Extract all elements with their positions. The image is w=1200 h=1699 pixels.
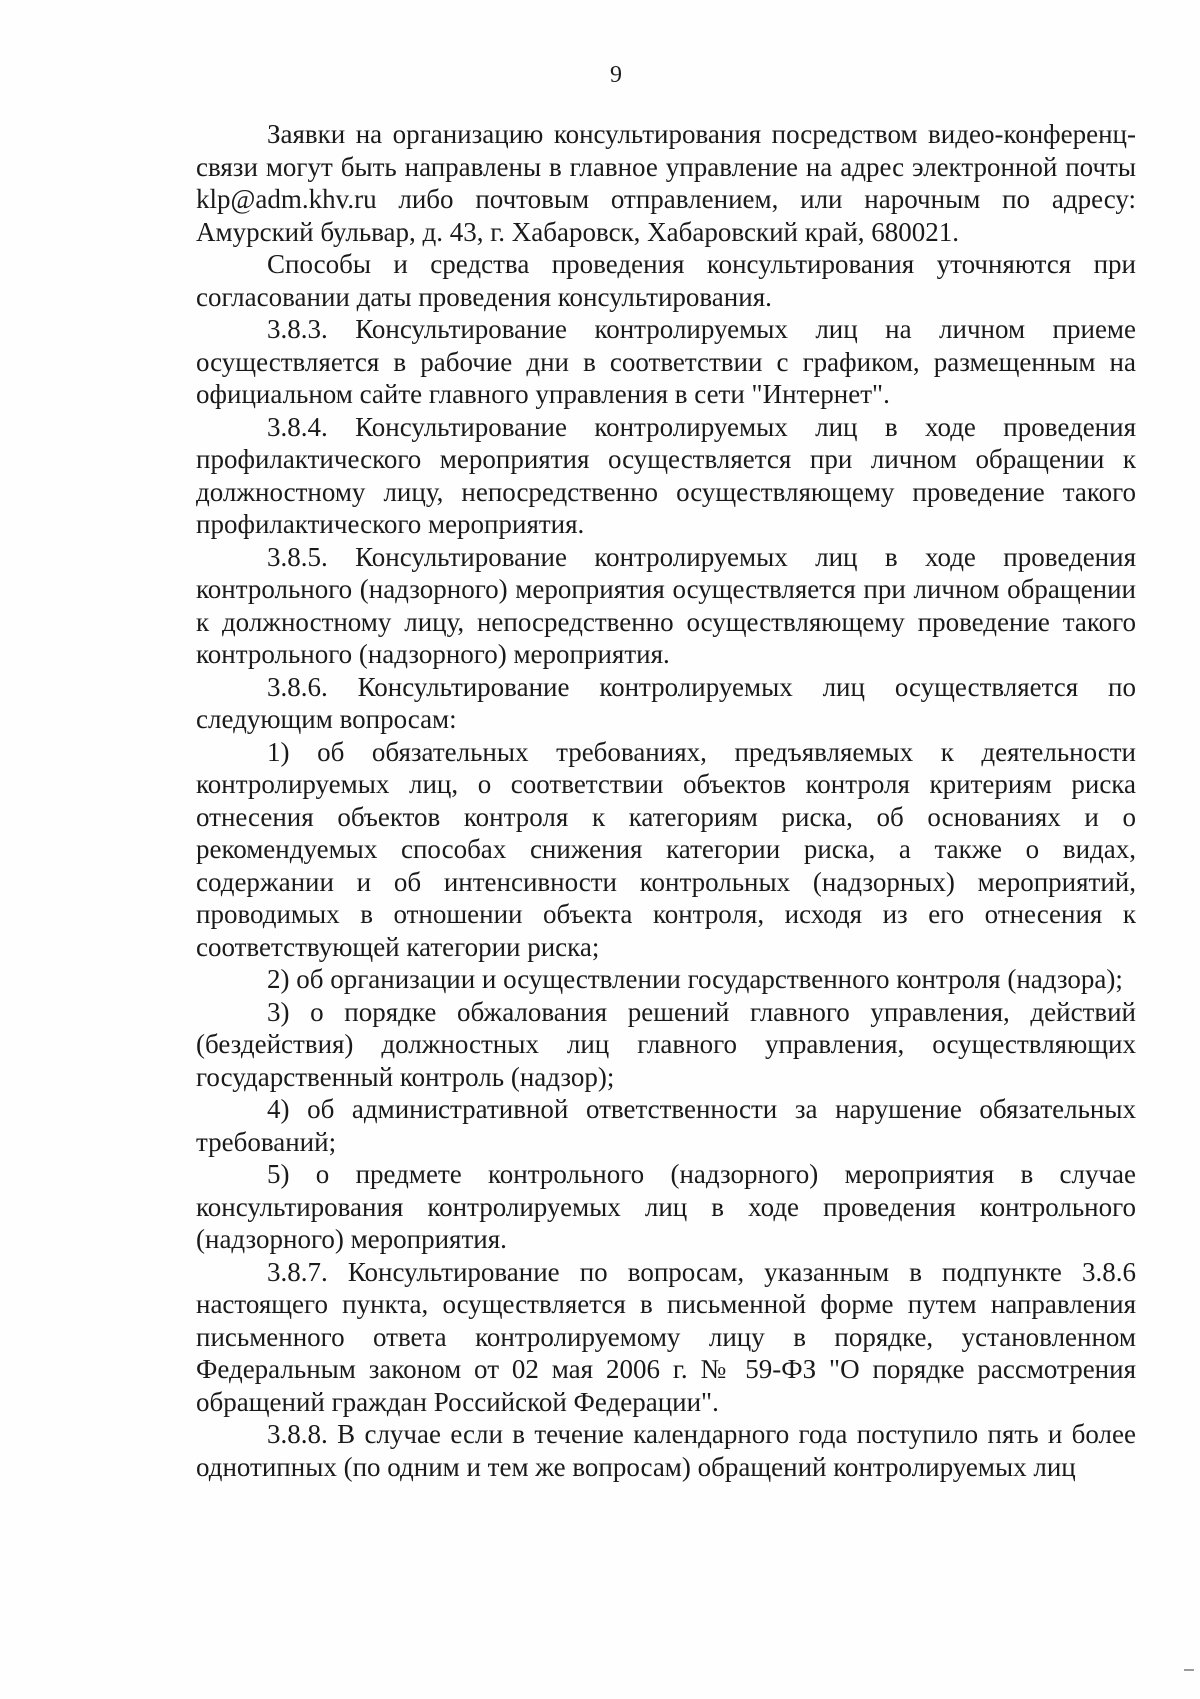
paragraph-3-8-7: 3.8.7. Консультирование по вопросам, указанным в подпункте 3.8.6 настоящего пункта, осуществляется в письменной форме путем направления письменного ответа контролируемому лицу в порядке, установленном Федеральным законом от 02 мая 2006 г. № 59-ФЗ "О порядке рассмотрения обращений граждан Российской Федерации". [196,1256,1136,1417]
paragraph-3-8-8: 3.8.8. В случае если в течение календарного года поступило пять и более однотипных (по одним и тем же вопросам) обращений контролируемых лиц [196,1419,1136,1482]
paragraph-3-8-3: 3.8.3. Консультирование контролируемых лиц на личном приеме осуществляется в рабочие дни в соответствии с графиком, размещенным на официальном сайте главного управления в сети "Интернет". [196,314,1136,409]
document-body [196,118,1136,1483]
list-item-2: 2) об организации и осуществлении государственного контроля (надзора); [267,964,1123,994]
paragraph-methods-and-means: Способы и средства проведения консультирования уточняются при согласовании даты проведения консультирования. [196,249,1136,312]
scan-edge-mark [1184,1669,1194,1671]
paragraph-3-8-4: 3.8.4. Консультирование контролируемых лиц в ходе проведения профилактического мероприятия осуществляется при личном обращении к должностному лицу, непосредственно осуществляющему проведение такого профилактического мероприятия. [196,411,1136,539]
paragraph-application-requests: Заявки на организацию консультирования посредством видео-конференц-связи могут быть направлены в главное управление на адрес электронной почты klp@adm.khv.ru либо почтовым отправлением, или нарочным по адресу: Амурский бульвар, д. 43, г. Хабаровск, Хабаровский край, 680021. [196,119,1136,247]
paragraph-3-8-6: 3.8.6. Консультирование контролируемых лиц осуществляется по следующим вопросам: [196,671,1136,734]
list-item-3: 3) о порядке обжалования решений главного управления, действий (бездействия) должностных лиц главного управления, осуществляющих государственный контроль (надзор); [196,996,1136,1092]
list-item-5: 5) о предмете контрольного (надзорного) мероприятия в случае консультирования контролируемых лиц в ходе проведения контрольного (надзорного) мероприятия. [196,1159,1136,1254]
list-item-4: 4) об административной ответственности за нарушение обязательных требований; [196,1094,1136,1157]
paragraph-3-8-5: 3.8.5. Консультирование контролируемых лиц в ходе проведения контрольного (надзорного) мероприятия осуществляется при личном обращении к должностному лицу, непосредственно осуществляющему проведение такого контрольного (надзорного) мероприятия. [196,541,1136,669]
list-item-1: 1) об обязательных требованиях, предъявляемых к деятельности контролируемых лиц, о соответствии объектов контроля критериям риска отнесения объектов контроля к категориям риска, об основаниях и о рекомендуемых способах снижения категории риска, а также о видах, содержании и об интенсивности контрольных (надзорных) мероприятий, проводимых в отношении объекта контроля, исходя из его отнесения к соответствующей категории риска; [196,736,1136,962]
page-number: 9 [610,62,622,88]
